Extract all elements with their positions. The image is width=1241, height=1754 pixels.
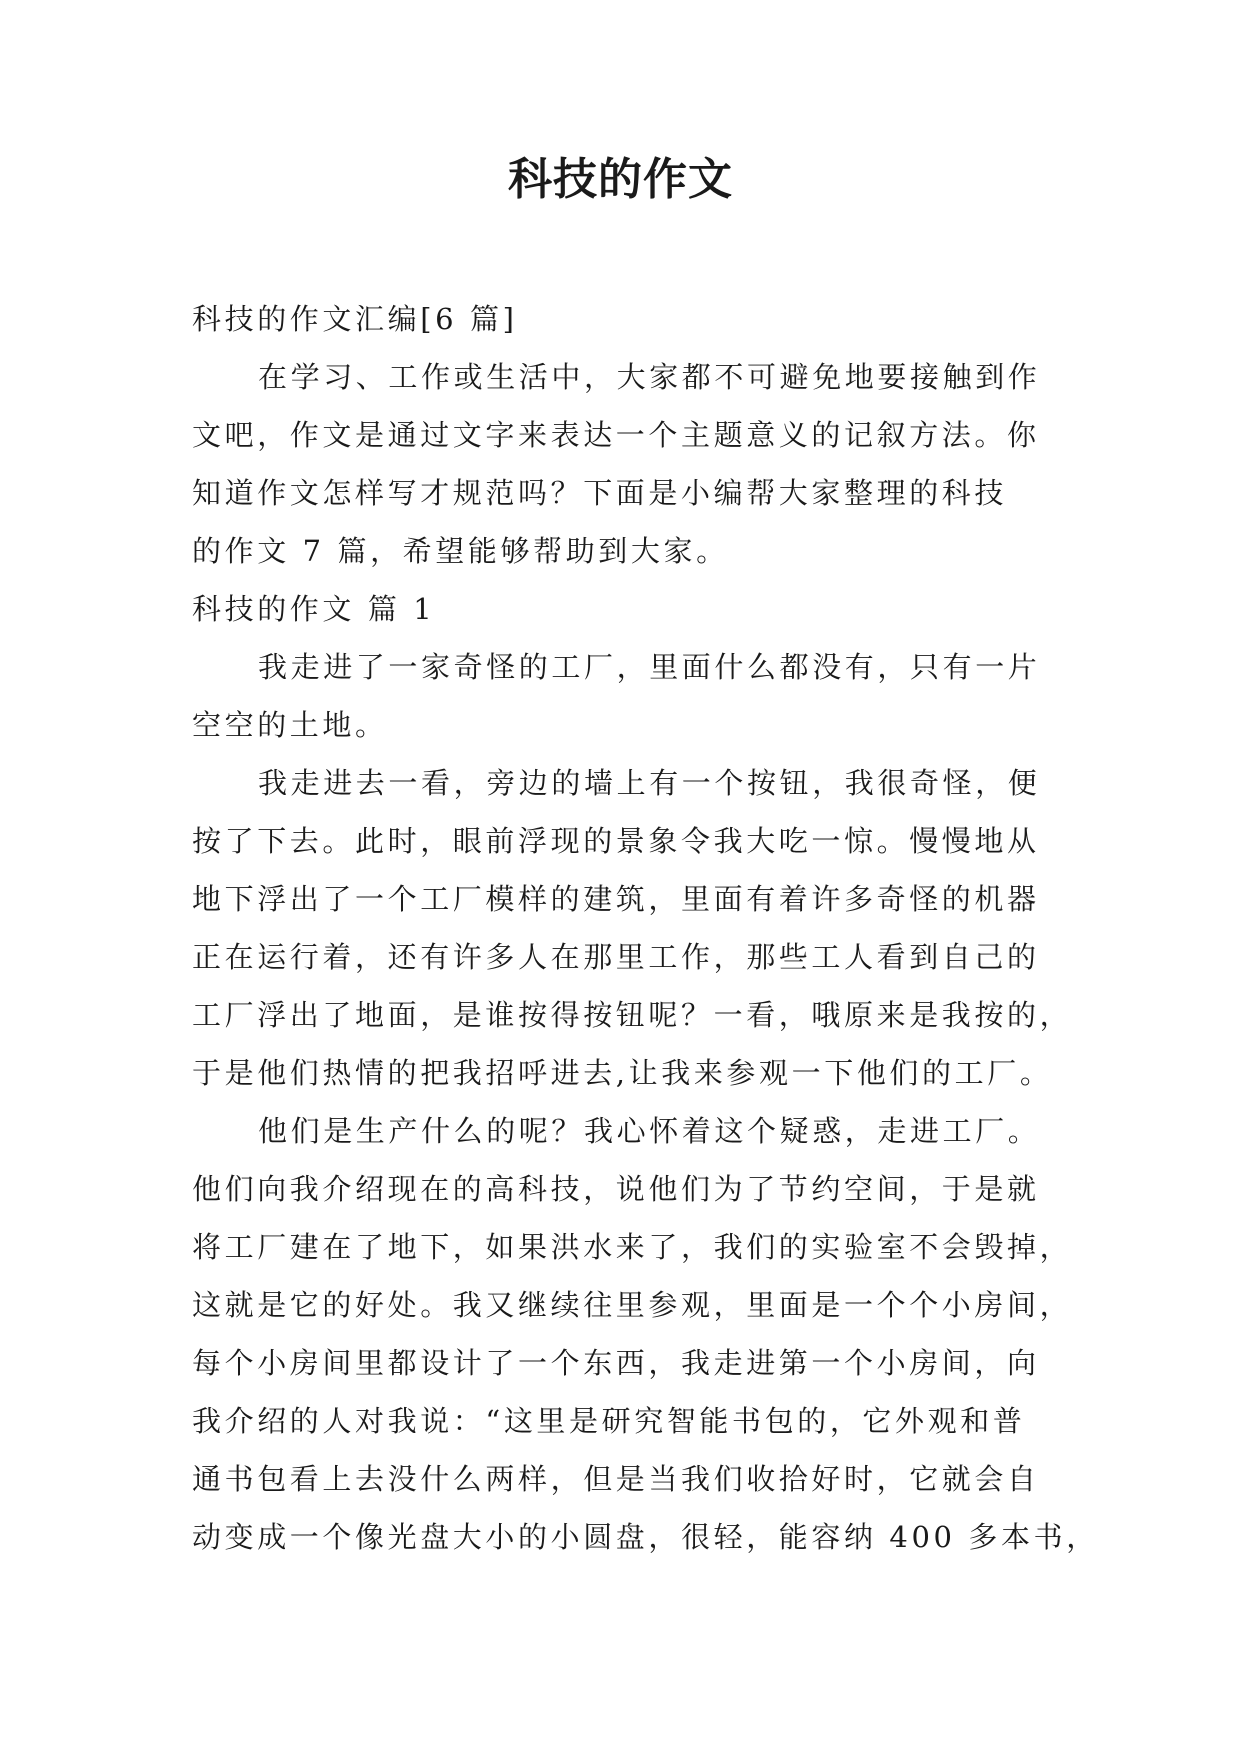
paragraph-line: 地下浮出了一个工厂模样的建筑，里面有着许多奇怪的机器 <box>192 882 1040 916</box>
paragraph-line: 在学习、工作或生活中，大家都不可避免地要接触到作 <box>258 360 1041 394</box>
paragraph-line: 我介绍的人对我说：“这里是研究智能书包的，它外观和普 <box>192 1404 1026 1438</box>
paragraph-line: 这就是它的好处。我又继续往里参观，里面是一个个小房间， <box>192 1288 1073 1322</box>
intro-paragraph <box>192 348 1052 580</box>
paragraph-line: 每个小房间里都设计了一个东西，我走进第一个小房间，向 <box>192 1346 1040 1380</box>
paragraph-line: 于是他们热情的把我招呼进去,让我来参观一下他们的工厂。 <box>192 1056 1053 1090</box>
paragraph-line: 我走进了一家奇怪的工厂，里面什么都没有，只有一片 <box>258 650 1041 684</box>
document-body <box>192 290 1099 1566</box>
section-heading: 科技的作文 篇 1 <box>192 592 436 626</box>
paragraph-line: 空空的土地。 <box>192 708 388 742</box>
paragraph-line: 按了下去。此时，眼前浮现的景象令我大吃一惊。慢慢地从 <box>192 824 1040 858</box>
paragraph-line: 他们是生产什么的呢？我心怀着这个疑惑，走进工厂。 <box>258 1114 1041 1148</box>
paragraph-2 <box>192 754 1073 1102</box>
paragraph-3 <box>192 1102 1099 1566</box>
paragraph-line: 动变成一个像光盘大小的小圆盘，很轻，能容纳 400 多本书， <box>192 1520 1099 1554</box>
paragraph-line: 的作文 7 篇，希望能够帮助到大家。 <box>192 534 729 568</box>
paragraph-line: 文吧，作文是通过文字来表达一个主题意义的记叙方法。你 <box>192 418 1040 452</box>
document-title: 科技的作文 <box>508 154 733 205</box>
paragraph-1 <box>192 638 1052 754</box>
paragraph-line: 将工厂建在了地下，如果洪水来了，我们的实验室不会毁掉， <box>192 1230 1073 1264</box>
paragraph-line: 工厂浮出了地面，是谁按得按钮呢？一看，哦原来是我按的， <box>192 998 1073 1032</box>
paragraph-line: 知道作文怎样写才规范吗？下面是小编帮大家整理的科技 <box>192 476 1008 510</box>
paragraph-line: 他们向我介绍现在的高科技，说他们为了节约空间，于是就 <box>192 1172 1040 1206</box>
paragraph-line: 正在运行着，还有许多人在那里工作，那些工人看到自己的 <box>192 940 1040 974</box>
paragraph-line: 通书包看上去没什么两样，但是当我们收拾好时，它就会自 <box>192 1462 1040 1496</box>
document-subtitle: 科技的作文汇编[6 篇] <box>192 302 518 336</box>
paragraph-line: 我走进去一看，旁边的墙上有一个按钮，我很奇怪，便 <box>258 766 1041 800</box>
